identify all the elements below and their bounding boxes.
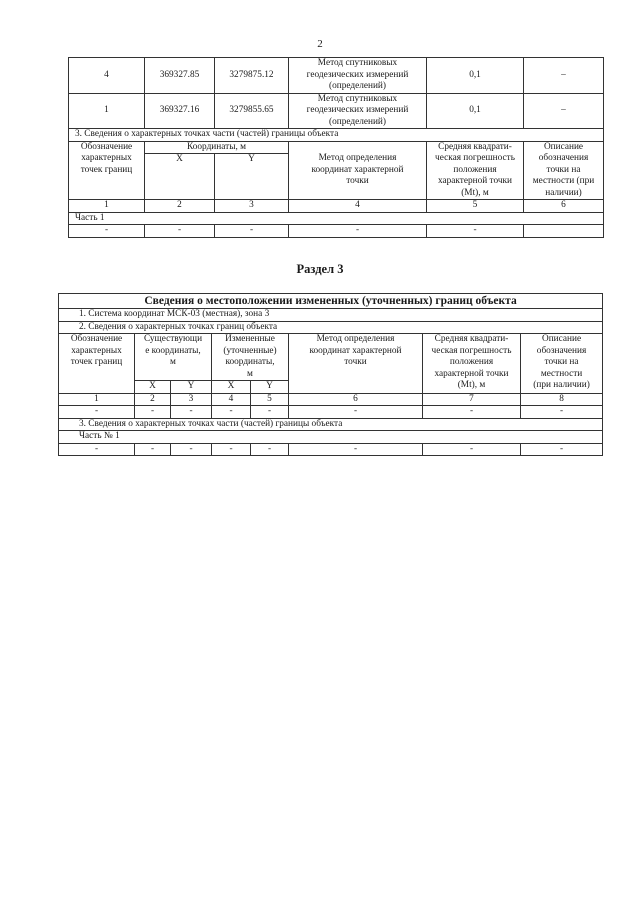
header-y: Y xyxy=(171,381,212,394)
header-y: Y xyxy=(215,154,289,200)
header-line: м xyxy=(247,368,253,379)
header-line: ческая погрешность xyxy=(431,345,512,356)
dash-cell: - xyxy=(289,225,427,238)
header-x: X xyxy=(212,381,251,394)
dash-cell: - xyxy=(212,406,251,419)
header-x: X xyxy=(145,154,215,200)
header-coords: Координаты, м xyxy=(145,141,289,154)
part-label: Часть 1 xyxy=(69,212,604,225)
column-numbers-row xyxy=(69,200,604,213)
section-3-title: 3. Сведения о характерных точках части (частей) границы объекта xyxy=(59,418,603,431)
dash-cell: - xyxy=(251,406,289,419)
coord-x: 369327.16 xyxy=(145,93,215,129)
header-x: X xyxy=(135,381,171,394)
header-line: положения xyxy=(449,357,494,367)
coord-y: 3279855.65 xyxy=(215,93,289,129)
method-line: геодезических измерений xyxy=(306,69,409,80)
col-number: 5 xyxy=(427,200,524,213)
method-line: (определений) xyxy=(328,81,387,91)
dash-cell xyxy=(524,225,604,238)
method-line: геодезических измерений xyxy=(306,105,409,115)
description: – xyxy=(524,58,604,94)
table-row xyxy=(69,58,604,94)
table-row xyxy=(59,443,603,456)
header-line: положения xyxy=(453,164,497,175)
dash-cell: - xyxy=(212,443,251,456)
dash-cell: - xyxy=(521,443,603,456)
page-number: 2 xyxy=(317,38,323,50)
header-line: точки на xyxy=(546,164,581,175)
header-line: характерных xyxy=(71,345,122,356)
table-row xyxy=(69,225,604,238)
col-number: 3 xyxy=(171,393,212,406)
col-number: 4 xyxy=(212,393,251,406)
header-accuracy xyxy=(423,334,521,394)
header-point xyxy=(59,334,135,394)
dash-cell: - xyxy=(251,443,289,456)
dash-cell: - xyxy=(69,225,145,238)
header-line: е координаты, xyxy=(145,345,201,356)
method-line: Метод спутниковых xyxy=(317,93,398,104)
section-3-heading: Раздел 3 xyxy=(296,262,344,276)
header-line: Обозначение xyxy=(70,334,123,344)
table-row xyxy=(59,406,603,419)
dash-cell: - xyxy=(427,225,524,238)
col-number: 2 xyxy=(135,393,171,406)
header-existing-coords xyxy=(135,334,212,381)
coord-system: 1. Система координат МСК-03 (местная), зона 3 xyxy=(59,309,603,322)
header-line: Метод определения xyxy=(318,153,397,163)
col-number: 6 xyxy=(289,393,423,406)
col-number: 6 xyxy=(524,200,604,213)
header-line: обозначения xyxy=(538,153,589,163)
coord-y: 3279875.12 xyxy=(215,58,289,94)
dash-cell: - xyxy=(171,443,212,456)
dash-cell: - xyxy=(135,406,171,419)
header-line: (Mt), м xyxy=(461,187,489,198)
header-line: Средняя квадрати- xyxy=(434,334,509,344)
header-line: (Mt), м xyxy=(457,380,486,390)
header-line: Обозначение xyxy=(80,141,133,152)
section-3-title: 3. Сведения о характерных точках части (частей) границы объекта xyxy=(69,129,604,142)
header-accuracy xyxy=(427,141,524,200)
header-line: точки на xyxy=(544,357,579,367)
boundary-points-title: 2. Сведения о характерных точках границ объекта xyxy=(59,321,603,334)
table-part-points-section2 xyxy=(68,57,604,238)
header-line: точки xyxy=(346,176,369,186)
col-number: 1 xyxy=(69,200,145,213)
header-line: местности (при xyxy=(532,176,595,186)
accuracy: 0,1 xyxy=(427,93,524,129)
method-cell xyxy=(289,58,427,94)
accuracy: 0,1 xyxy=(427,58,524,94)
header-line: координаты, xyxy=(225,357,275,367)
col-number: 1 xyxy=(59,393,135,406)
table-changed-boundaries xyxy=(58,293,603,456)
header-line: наличии) xyxy=(545,187,582,198)
header-line: (уточненные) xyxy=(223,345,277,356)
dash-cell: - xyxy=(171,406,212,419)
dash-cell: - xyxy=(521,406,603,419)
table-title: Сведения о местоположении измененных (уточненных) границ объекта xyxy=(59,294,603,309)
header-point xyxy=(69,141,145,200)
header-line: местности xyxy=(540,368,583,379)
col-number: 3 xyxy=(215,200,289,213)
point-id: 4 xyxy=(69,58,145,94)
header-description xyxy=(521,334,603,394)
table-row xyxy=(69,93,604,129)
header-line: обозначения xyxy=(536,345,587,356)
header-line: ческая погрешность xyxy=(435,153,515,163)
header-line: м xyxy=(170,357,176,367)
dash-cell: - xyxy=(135,443,171,456)
col-number: 7 xyxy=(423,393,521,406)
col-number: 8 xyxy=(521,393,603,406)
dash-cell: - xyxy=(423,406,521,419)
header-line: характерной точки xyxy=(434,368,509,379)
method-cell xyxy=(289,93,427,129)
header-line: координат характерной xyxy=(311,164,404,175)
header-description xyxy=(524,141,604,200)
part-label: Часть № 1 xyxy=(59,431,603,444)
header-line: Измененные xyxy=(225,334,275,344)
dash-cell: - xyxy=(423,443,521,456)
dash-cell: - xyxy=(215,225,289,238)
description: – xyxy=(524,93,604,129)
header-line: Существующи xyxy=(143,334,203,344)
dash-cell: - xyxy=(289,443,423,456)
header-line: точек границ xyxy=(70,357,123,367)
column-numbers-row xyxy=(59,393,603,406)
header-line: точки xyxy=(344,357,367,367)
header-line: характерных xyxy=(81,153,132,163)
header-line: Описание xyxy=(541,334,582,344)
dash-cell: - xyxy=(289,406,423,419)
header-line: координат характерной xyxy=(309,345,402,356)
header-line: Описание xyxy=(543,141,584,152)
header-line: Средняя квадрати- xyxy=(438,141,512,152)
header-line: (при наличии) xyxy=(533,380,590,390)
point-id: 1 xyxy=(69,93,145,129)
header-line: точек границ xyxy=(80,164,133,175)
method-line: (определений) xyxy=(328,116,387,127)
col-number: 4 xyxy=(289,200,427,213)
header-y: Y xyxy=(251,381,289,394)
col-number: 2 xyxy=(145,200,215,213)
header-method xyxy=(289,334,423,394)
header-line: Метод определения xyxy=(316,334,395,344)
dash-cell: - xyxy=(59,443,135,456)
method-line: Метод спутниковых xyxy=(317,58,398,68)
col-number: 5 xyxy=(251,393,289,406)
header-line: характерной точки xyxy=(437,176,513,186)
header-changed-coords xyxy=(212,334,289,381)
header-method xyxy=(289,141,427,200)
dash-cell: - xyxy=(59,406,135,419)
dash-cell: - xyxy=(145,225,215,238)
coord-x: 369327.85 xyxy=(145,58,215,94)
